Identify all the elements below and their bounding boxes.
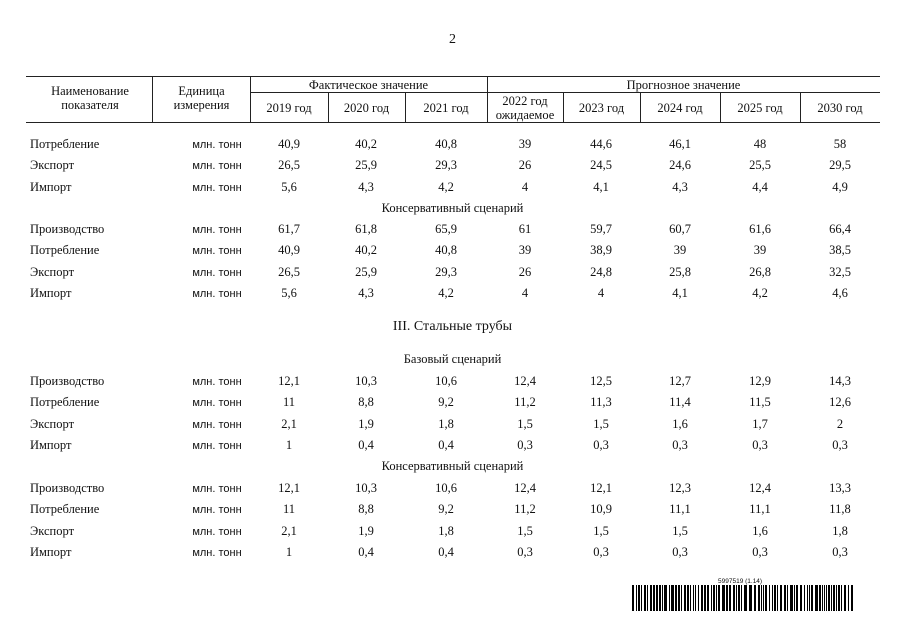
row-value: 24,6 — [669, 158, 691, 173]
row-value: 4 — [597, 285, 605, 300]
row-value: 26,5 — [278, 264, 300, 279]
row-value: 11,2 — [514, 502, 536, 517]
barcode-bar — [777, 585, 778, 611]
barcode-bar — [729, 585, 731, 611]
row-value: 0,3 — [593, 437, 609, 452]
table-row — [26, 414, 880, 435]
header-year: 2019 год — [266, 101, 312, 115]
row-value: 48 — [753, 137, 767, 151]
table-row — [26, 219, 880, 240]
row-value: 0,3 — [752, 544, 768, 559]
page-number: 2 — [449, 32, 456, 47]
row-value: 61,6 — [749, 222, 771, 236]
barcode-bar — [838, 585, 840, 611]
section-title: III. Стальные трубы — [392, 319, 513, 334]
row-value: 0,3 — [832, 544, 848, 559]
row-value: 32,5 — [829, 264, 851, 279]
row-indicator-name: Импорт — [30, 285, 72, 300]
table-row — [26, 521, 880, 542]
barcode-bar — [790, 585, 793, 611]
row-value: 46,1 — [669, 137, 691, 151]
barcode-bar — [800, 585, 802, 611]
row-value: 1,8 — [438, 523, 454, 538]
row-value: 2,1 — [281, 416, 297, 431]
row-value: 0,3 — [672, 544, 688, 559]
row-value: 10,6 — [435, 374, 457, 388]
row-value: 10,9 — [590, 502, 612, 517]
row-value: 26,8 — [749, 264, 771, 279]
row-value: 66,4 — [829, 222, 851, 236]
row-value: 1,9 — [358, 416, 374, 431]
row-value: 12,4 — [749, 481, 771, 495]
row-value: 0,3 — [517, 437, 533, 452]
barcode-bar — [681, 585, 682, 611]
row-unit: млн. тонн — [192, 224, 242, 236]
barcode-bar — [804, 585, 805, 611]
row-unit: млн. тонн — [192, 160, 242, 173]
barcode-bar — [726, 585, 728, 611]
row-value: 40,2 — [355, 137, 377, 151]
barcode-bar — [769, 585, 770, 611]
barcode-bar — [826, 585, 827, 611]
row-value: 29,3 — [435, 264, 457, 279]
row-unit: млн. тонн — [192, 181, 242, 194]
row-value: 13,3 — [829, 481, 851, 495]
header-year: 2020 год — [343, 101, 390, 115]
barcode-bar — [758, 585, 760, 611]
barcode-bar — [763, 585, 764, 611]
barcode-bar — [822, 585, 823, 611]
row-indicator-name: Потребление — [30, 137, 100, 151]
row-unit: млн. тонн — [192, 546, 242, 559]
row-value: 60,7 — [669, 222, 691, 236]
table-row — [26, 392, 880, 413]
row-unit: млн. тонн — [192, 504, 242, 517]
row-value: 4,3 — [358, 285, 374, 300]
barcode-bar — [718, 585, 720, 611]
row-unit: млн. тонн — [192, 418, 242, 431]
header-year: 2021 год — [423, 101, 469, 115]
barcode-bar — [664, 585, 667, 611]
barcode-bar — [744, 585, 747, 611]
row-value: 1,5 — [672, 523, 688, 538]
row-unit: млн. тонн — [192, 483, 242, 495]
barcode-bar — [707, 585, 709, 611]
table-row — [26, 262, 880, 283]
barcode-bar — [650, 585, 652, 611]
header-top-rule — [26, 76, 880, 77]
barcode-bar — [698, 585, 699, 611]
row-indicator-name: Производство — [30, 481, 105, 495]
barcode-bar — [678, 585, 680, 611]
row-value: 39 — [673, 243, 687, 258]
row-value: 39 — [518, 243, 532, 258]
barcode-bar — [671, 585, 674, 611]
row-unit: млн. тонн — [192, 439, 242, 452]
barcode-bar — [736, 585, 737, 611]
row-value: 40,8 — [435, 137, 457, 151]
row-value: 10,3 — [355, 481, 377, 495]
row-value: 11,1 — [669, 502, 691, 517]
row-value: 0,3 — [752, 437, 768, 452]
row-value: 4,1 — [672, 285, 688, 300]
row-value: 26 — [518, 158, 532, 173]
header-year: 2024 год — [657, 101, 703, 115]
barcode-bar — [662, 585, 663, 611]
header-actual-group: Фактическое значение — [308, 78, 429, 92]
row-value: 11,5 — [749, 395, 771, 410]
row-unit: млн. тонн — [192, 376, 242, 388]
barcode-bar — [647, 585, 648, 611]
row-value: 4,3 — [672, 179, 688, 194]
barcode-bar — [722, 585, 725, 611]
row-value: 0,3 — [672, 437, 688, 452]
row-value: 12,1 — [278, 481, 300, 495]
row-value: 2 — [836, 416, 844, 431]
row-value: 0,3 — [593, 544, 609, 559]
barcode-bar — [765, 585, 767, 611]
barcode-bar — [851, 585, 853, 611]
barcode-bar — [675, 585, 677, 611]
row-value: 11,1 — [749, 502, 771, 517]
row-value: 11,4 — [669, 395, 691, 410]
row-value: 14,3 — [829, 374, 851, 388]
row-value: 0,3 — [517, 544, 533, 559]
row-value: 12,9 — [749, 374, 771, 388]
row-indicator-name: Потребление — [30, 243, 100, 258]
barcode-bar — [844, 585, 846, 611]
row-value: 1,9 — [358, 523, 374, 538]
header-forecast-group: Прогнозное значение — [626, 78, 741, 92]
barcode-bar — [695, 585, 696, 611]
row-value: 12,1 — [590, 481, 612, 495]
row-value: 38,9 — [590, 243, 612, 258]
row-value: 5,6 — [281, 179, 297, 194]
barcode — [632, 585, 856, 611]
scenario-label: Базовый сценарий — [403, 352, 502, 366]
table-row — [26, 371, 880, 392]
row-value: 0,3 — [832, 437, 848, 452]
row-value: 39 — [518, 137, 532, 151]
row-value: 4,2 — [752, 285, 768, 300]
row-value: 12,3 — [669, 481, 691, 495]
row-indicator-name: Потребление — [30, 502, 100, 517]
barcode-bar — [754, 585, 756, 611]
barcode-bar — [780, 585, 782, 611]
row-value: 38,5 — [829, 243, 851, 258]
row-value: 4,4 — [752, 179, 768, 194]
row-unit: млн. тонн — [192, 266, 242, 279]
row-indicator-name: Импорт — [30, 544, 72, 559]
barcode-bar — [841, 585, 842, 611]
barcode-bar — [815, 585, 818, 611]
table-row — [26, 134, 880, 155]
barcode-bar — [794, 585, 795, 611]
row-indicator-name: Импорт — [30, 179, 72, 194]
row-value: 12,5 — [590, 374, 612, 388]
barcode-bar — [787, 585, 788, 611]
row-value: 4,1 — [593, 179, 609, 194]
row-indicator-name: Производство — [30, 222, 105, 236]
row-value: 4,2 — [438, 179, 454, 194]
header-group-rule — [250, 92, 880, 93]
row-value: 11,8 — [829, 502, 851, 517]
row-value: 8,8 — [358, 502, 374, 517]
barcode-bar — [749, 585, 752, 611]
row-value: 25,8 — [669, 264, 691, 279]
row-value: 12,4 — [514, 374, 536, 388]
row-value: 4 — [521, 285, 529, 300]
row-indicator-name: Импорт — [30, 437, 72, 452]
row-value: 1,5 — [593, 523, 609, 538]
barcode-bar — [716, 585, 717, 611]
row-value: 9,2 — [438, 395, 454, 410]
row-unit: млн. тонн — [192, 139, 242, 151]
header-year: 2025 год — [737, 101, 783, 115]
barcode-bar — [669, 585, 670, 611]
barcode-bar — [733, 585, 735, 611]
barcode-bar — [690, 585, 691, 611]
row-value: 1,5 — [593, 416, 609, 431]
row-value: 25,9 — [355, 264, 377, 279]
row-value: 10,6 — [435, 481, 457, 495]
barcode-bar — [644, 585, 646, 611]
row-unit: млн. тонн — [192, 245, 242, 258]
row-value: 1,7 — [752, 416, 768, 431]
row-value: 25,5 — [749, 158, 771, 173]
row-unit: млн. тонн — [192, 397, 242, 410]
table-row — [26, 542, 880, 563]
table-row — [26, 155, 880, 176]
row-value: 10,3 — [355, 374, 377, 388]
barcode-bar — [772, 585, 773, 611]
row-value: 4,9 — [832, 179, 848, 194]
row-indicator-name: Экспорт — [30, 264, 75, 279]
row-unit: млн. тонн — [192, 525, 242, 538]
row-value: 12,4 — [514, 481, 536, 495]
barcode-bar — [774, 585, 776, 611]
row-value: 2,1 — [281, 523, 297, 538]
row-indicator-name: Производство — [30, 374, 105, 388]
table-row — [26, 478, 880, 499]
scenario-label: Консервативный сценарий — [381, 201, 524, 215]
row-indicator-name: Потребление — [30, 395, 100, 410]
barcode-bar — [819, 585, 821, 611]
barcode-bar — [636, 585, 637, 611]
header-bottom-rule — [26, 122, 880, 123]
barcode-bar — [807, 585, 808, 611]
barcode-bar — [784, 585, 786, 611]
scenario-label: Консервативный сценарий — [381, 459, 524, 473]
barcode-bar — [693, 585, 694, 611]
row-value: 12,1 — [278, 374, 300, 388]
table-row — [26, 240, 880, 261]
barcode-bar — [828, 585, 830, 611]
barcode-bar — [761, 585, 762, 611]
row-value: 29,5 — [829, 158, 851, 173]
barcode-bar — [824, 585, 825, 611]
barcode-bar — [713, 585, 715, 611]
header-unit: Единица измерения — [173, 84, 230, 112]
row-value: 40,8 — [435, 243, 457, 258]
row-value: 4,3 — [358, 179, 374, 194]
row-value: 1,6 — [672, 416, 688, 431]
table-row — [26, 499, 880, 520]
row-value: 25,9 — [355, 158, 377, 173]
barcode-bar — [711, 585, 712, 611]
row-value: 26,5 — [278, 158, 300, 173]
row-indicator-name: Экспорт — [30, 158, 75, 173]
row-value: 29,3 — [435, 158, 457, 173]
barcode-bar — [741, 585, 742, 611]
row-value: 26 — [518, 264, 532, 279]
barcode-bar — [811, 585, 813, 611]
barcode-bar — [836, 585, 837, 611]
header-year: 2023 год — [578, 101, 625, 115]
row-value: 61 — [518, 222, 532, 236]
row-value: 24,8 — [590, 264, 612, 279]
barcode-bar — [641, 585, 642, 611]
row-value: 58 — [833, 137, 847, 151]
row-value: 1 — [285, 437, 293, 452]
row-value: 1 — [285, 544, 293, 559]
barcode-bar — [659, 585, 661, 611]
row-value: 11,3 — [590, 395, 612, 410]
row-value: 40,9 — [278, 243, 300, 258]
row-unit: млн. тонн — [192, 287, 242, 300]
barcode-bar — [704, 585, 706, 611]
row-value: 1,6 — [752, 523, 768, 538]
row-value: 5,6 — [281, 285, 297, 300]
barcode-bar — [656, 585, 658, 611]
row-value: 61,8 — [355, 222, 377, 236]
row-value: 39 — [753, 243, 767, 258]
row-value: 4 — [521, 179, 529, 194]
row-value: 24,5 — [590, 158, 612, 173]
row-value: 44,6 — [590, 137, 612, 151]
row-value: 11,2 — [514, 395, 536, 410]
barcode-bar — [684, 585, 686, 611]
barcode-bar — [809, 585, 810, 611]
row-value: 12,7 — [669, 374, 691, 388]
row-value: 0,4 — [438, 544, 454, 559]
row-value: 40,2 — [355, 243, 377, 258]
row-value: 1,5 — [517, 416, 533, 431]
barcode-bar — [833, 585, 835, 611]
row-value: 0,4 — [358, 437, 374, 452]
row-indicator-name: Экспорт — [30, 523, 75, 538]
row-value: 1,8 — [832, 523, 848, 538]
row-value: 65,9 — [435, 222, 457, 236]
row-value: 61,7 — [278, 222, 300, 236]
row-value: 40,9 — [278, 137, 300, 151]
barcode-bar — [638, 585, 640, 611]
table-row — [26, 283, 880, 304]
barcode-bar — [632, 585, 634, 611]
barcode-number: 5997519 (1.14) — [718, 578, 763, 585]
barcode-bar — [848, 585, 849, 611]
table-row — [26, 177, 880, 198]
barcode-bar — [796, 585, 798, 611]
barcode-bar — [687, 585, 689, 611]
header-year: 2022 год ожидаемое — [495, 94, 555, 122]
row-value: 9,2 — [438, 502, 454, 517]
row-indicator-name: Экспорт — [30, 416, 75, 431]
barcode-bar — [701, 585, 703, 611]
row-value: 4,6 — [832, 285, 848, 300]
row-value: 12,6 — [829, 395, 851, 410]
row-value: 59,7 — [590, 222, 612, 236]
row-value: 0,4 — [438, 437, 454, 452]
row-value: 1,5 — [517, 523, 533, 538]
header-year: 2030 год — [817, 101, 863, 115]
header-name: Наименование показателя — [51, 84, 129, 112]
table-row — [26, 435, 880, 456]
row-value: 11 — [282, 502, 296, 517]
barcode-bar — [738, 585, 740, 611]
row-value: 8,8 — [358, 395, 374, 410]
row-value: 11 — [282, 395, 296, 410]
row-value: 1,8 — [438, 416, 454, 431]
barcode-bar — [831, 585, 832, 611]
barcode-bar — [653, 585, 655, 611]
row-value: 0,4 — [358, 544, 374, 559]
row-value: 4,2 — [438, 285, 454, 300]
